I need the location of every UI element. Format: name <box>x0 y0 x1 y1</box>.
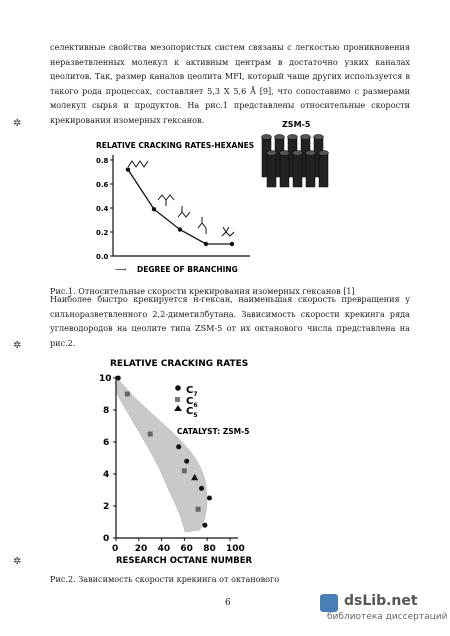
fig2-catalyst-label: CATALYST: ZSM-5 <box>177 427 250 436</box>
fig2-point-c7 <box>202 523 207 528</box>
legend-c6-label: $C_6$ <box>186 396 198 409</box>
fig2-y-tick-label: 10 <box>99 374 112 384</box>
fig2-title: RELATIVE CRACKING RATES <box>110 359 249 369</box>
fig2-x-tick-label: 40 <box>157 544 171 554</box>
figure-1-caption: Рис.1. Относительные скорости крекирования изомерных гексанов [1] <box>50 286 355 296</box>
fig2-point-c6 <box>125 392 130 397</box>
fig2-y-tick-label: 8 <box>103 406 110 416</box>
legend-c5-marker <box>174 405 182 411</box>
fig2-xlabel: RESEARCH OCTANE NUMBER <box>116 556 253 566</box>
fig2-point-c7 <box>176 444 181 449</box>
fig2-x-tick-label: 100 <box>226 544 245 554</box>
fig2-scatter-band <box>116 376 207 532</box>
legend-c7-marker <box>175 385 181 391</box>
fig2-point-c7 <box>116 376 121 381</box>
legend-c7-label: $C_7$ <box>186 385 198 398</box>
fig2-point-c6 <box>148 432 153 437</box>
fig2-x-tick-label: 80 <box>203 544 216 554</box>
figure-2-caption: Рис.2. Зависимость скорости крекинга от октанового <box>50 574 280 584</box>
paragraph-1: селективные свойства мезопористых систем связаны с легкостью проникновения неразветвленных молекул к активным центрам в достаточно узких каналах цеолитов. Так, размер каналов цеолита MFI, который чаще других используется в такого рода процессах, составляет 5,3 X 5,6 Å [9], что сопоставимо с размерами молекул сырья и продуктов. На рис.1 представлены относительные скорости крекирования изомерных гексанов. <box>50 42 410 125</box>
legend-c6-marker <box>175 397 180 402</box>
margin-mark-middle: ✲ <box>13 340 22 351</box>
dslib-logo-icon <box>320 594 338 612</box>
fig2-y-tick-label: 2 <box>103 502 110 512</box>
fig1-y-tick-label: 0.2 <box>96 229 109 237</box>
fig1-y-tick-label: 0.8 <box>96 157 109 165</box>
fig1-xlabel: DEGREE OF BRANCHING <box>137 265 238 274</box>
page-number: 6 <box>225 598 231 608</box>
fig2-x-tick-label: 0 <box>112 544 119 554</box>
margin-mark-top: ✲ <box>13 118 22 129</box>
fig1-y-tick-label: 0.6 <box>96 181 109 189</box>
watermark-site: dsLib.net <box>344 593 418 609</box>
fig2-y-tick-label: 0 <box>103 534 110 544</box>
fig1-x-arrow: ⟶ <box>115 265 127 274</box>
watermark-subtitle: библиотека диссертаций <box>327 612 448 622</box>
fig1-title: RELATIVE CRACKING RATES-HEXANES <box>96 141 255 150</box>
fig1-y-tick-label: 0.0 <box>96 253 109 261</box>
fig2-point-c7 <box>207 496 212 501</box>
fig2-x-tick-label: 20 <box>134 544 148 554</box>
paragraph-2: Наиболее быстро крекируется н-гексан, наименьшая скорость превращения у сильноразветвленного 2,2-диметилбутана. Зависимость скорости крекинга ряда углеводородов на цеолите типа ZSM-5 от их октанового числа представлена на рис.2. <box>50 294 410 348</box>
legend-c5-label: $C_5$ <box>186 406 198 419</box>
fig2-point-c7 <box>199 486 204 491</box>
fig1-y-tick-label: 0.4 <box>96 205 109 213</box>
fig2-point-c6 <box>182 468 187 473</box>
fig2-x-tick-label: 60 <box>180 544 193 554</box>
fig2-y-tick-label: 6 <box>103 438 110 448</box>
fig2-point-c7 <box>184 459 189 464</box>
fig2-point-c6 <box>196 507 201 512</box>
margin-mark-bottom: ✲ <box>13 556 22 567</box>
fig2-y-tick-label: 4 <box>103 470 110 480</box>
zsm5-label: ZSM-5 <box>282 120 311 129</box>
